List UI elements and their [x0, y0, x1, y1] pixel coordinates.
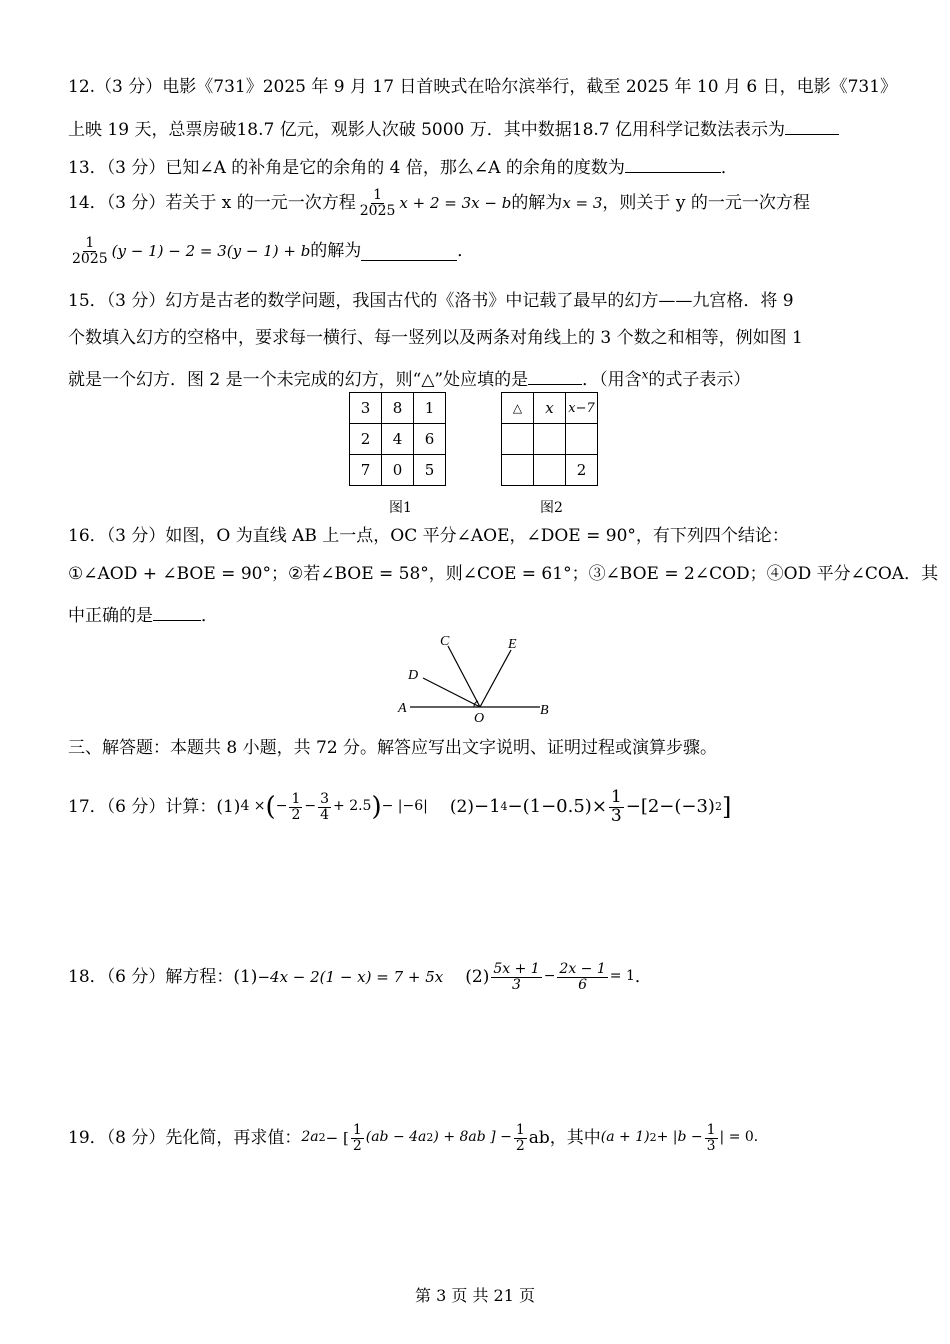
q15-line1: 15．（3 分）幻方是古老的数学问题，我国古代的《洛书》中记载了最早的幻方——九宫格．将 9 — [68, 291, 794, 311]
q12-line2-text: 上映 19 天，总票房破18.7 亿元，观影人次破 5000 万．其中数据18.7 亿用科学记数法表示为 — [68, 120, 786, 140]
fig2-cell: 2 — [566, 455, 598, 486]
ray-oe — [480, 650, 511, 707]
q13-end: ． — [720, 158, 738, 178]
q19-b: − [ — [325, 1128, 349, 1147]
q14-answer-blank — [361, 242, 457, 261]
q19-f2-num: 1 — [515, 1121, 525, 1138]
q17-p1-a: 4 × — [240, 798, 266, 815]
q13-text: 13．（3 分）已知∠A 的补角是它的余角的 4 倍，那么∠A 的余角的度数为 — [68, 158, 625, 178]
label-b: B — [540, 703, 549, 718]
q19-h: | = 0． — [719, 1129, 768, 1146]
q18 — [68, 955, 652, 999]
q15-line2: 个数填入幻方的空格中，要求每一横行、每一竖列以及两条对角线上的 3 个数之和相等，例如图 1 — [68, 328, 803, 348]
minus-sign: − — [304, 798, 317, 815]
q14-middle: 的解为 — [511, 192, 563, 213]
q14-frac2-num: 1 — [85, 235, 95, 251]
q17-f1-den: 2 — [291, 806, 301, 823]
q19-f2 — [514, 1123, 527, 1153]
q17 — [68, 784, 731, 830]
q16-line3 — [68, 602, 218, 626]
q19-f-exp: 2 — [649, 1130, 657, 1144]
q17-p2-frac — [609, 786, 624, 826]
q15-answer-blank — [528, 366, 582, 385]
q19-c: (ab − 4a — [365, 1129, 427, 1146]
q14-eq2: (y − 1) − 2 = 3(y − 1) + b — [111, 241, 311, 260]
fig1-cell: 3 — [350, 393, 382, 424]
q14-line2-suffix: 的解为 — [310, 240, 362, 261]
q17-p2-a-exp: 4 — [500, 799, 508, 813]
q12-line2 — [68, 116, 839, 140]
fig1-cell: 6 — [414, 424, 446, 455]
fig2-cell — [566, 424, 598, 455]
fig1-cell: 0 — [382, 455, 414, 486]
q19-a: 2a — [301, 1129, 319, 1146]
q19-f1-den: 2 — [352, 1137, 362, 1154]
q17-p2-c: −[2−(−3) — [625, 796, 715, 818]
q14-frac1-num: 1 — [373, 187, 383, 203]
section3-heading: 三、解答题：本题共 8 小题，共 72 分。解答应写出文字说明、证明过程或演算步骤。 — [68, 738, 718, 758]
q17-p2-frac-num: 1 — [610, 786, 622, 807]
label-e: E — [508, 637, 517, 652]
q17-f2-den: 4 — [320, 806, 330, 823]
q18-end: ． — [634, 966, 652, 987]
q19-a-exp: 2 — [318, 1130, 326, 1144]
q16-line3-text: 中正确的是 — [68, 606, 153, 626]
fig1-cell: 7 — [350, 455, 382, 486]
q17-f2-num: 3 — [320, 790, 330, 807]
q14-sol: x = 3 — [562, 193, 603, 212]
q17-p2-a: −1 — [473, 796, 501, 818]
q17-p1-rest: + 2.5 — [333, 798, 372, 815]
q18-f2 — [557, 962, 607, 992]
label-c: C — [440, 634, 450, 649]
q13 — [68, 154, 738, 178]
q19-f2-den: 2 — [515, 1137, 525, 1154]
q17-label: 17．（6 分）计算： — [68, 796, 217, 817]
q17-p1-tail: − |−6| — [381, 798, 428, 815]
q19 — [68, 1116, 768, 1160]
magic-square-fig2 — [501, 392, 598, 486]
magic-square-fig1 — [349, 392, 446, 486]
q18-p2-tag: (2) — [465, 966, 490, 987]
q14-frac2-den: 2025 — [72, 250, 108, 267]
q18-f1 — [491, 962, 541, 992]
fig2-cell: △ — [502, 393, 534, 424]
ray-oc — [448, 646, 480, 707]
q14-frac2 — [70, 236, 110, 266]
q16-line1: 16．（3 分）如图，O 为直线 AB 上一点，OC 平分∠AOE，∠DOE = 90°，有下列四个结论： — [68, 526, 789, 546]
q19-d: ) + 8ab ] − — [433, 1129, 512, 1146]
fig2-cell: x — [534, 393, 566, 424]
q18-f2-num: 2x − 1 — [559, 960, 606, 977]
page-footer: 第 3 页 共 21 页 — [415, 1286, 535, 1305]
q15-line3-var: x — [641, 367, 649, 382]
q18-label: 18．（6 分）解方程： — [68, 966, 234, 987]
q19-c-exp: 2 — [426, 1130, 434, 1144]
label-d: D — [408, 668, 419, 683]
fig2-cell — [502, 455, 534, 486]
q14-end: ． — [457, 240, 475, 261]
label-a: A — [398, 701, 407, 716]
q16-answer-blank — [153, 602, 201, 621]
ray-od — [423, 678, 480, 707]
q19-f3-num: 1 — [706, 1121, 716, 1138]
paren-open: ( — [265, 791, 276, 822]
q17-p1-tag: (1) — [216, 796, 241, 817]
q17-p2-tag: (2) — [449, 796, 474, 817]
q18-f1-num: 5x + 1 — [493, 960, 540, 977]
fig2-cell — [502, 424, 534, 455]
q19-f1-num: 1 — [352, 1121, 362, 1138]
q14-line1 — [68, 188, 810, 218]
q19-f3 — [705, 1123, 718, 1153]
fig2-cell — [534, 424, 566, 455]
minus-sign: − — [275, 798, 288, 815]
q18-p1-tag: (1) — [233, 966, 258, 987]
q17-f1-num: 1 — [291, 790, 301, 807]
q16-end: ． — [201, 606, 218, 626]
fig1-cell: 8 — [382, 393, 414, 424]
q17-f1 — [289, 792, 302, 822]
q18-f2-den: 6 — [578, 976, 588, 993]
q14-eq1: x + 2 = 3x − b — [399, 193, 512, 212]
q12-answer-blank — [785, 116, 839, 135]
q19-e: ab，其中 — [528, 1127, 601, 1148]
fig1-caption: 图1 — [389, 500, 412, 516]
q19-f1 — [351, 1123, 364, 1153]
q19-label: 19．（8 分）先化简，再求值： — [68, 1127, 302, 1148]
label-o: O — [474, 711, 485, 726]
q16-line2: ①∠AOD + ∠BOE = 90°；②若∠BOE = 58°，则∠COE = 61°；③∠BOE = 2∠COD；④OD 平分∠COA．其 — [68, 564, 939, 584]
q17-p2-c-exp: 2 — [714, 799, 722, 813]
q14-frac1 — [358, 188, 398, 218]
q18-p1: −4x − 2(1 − x) = 7 + 5x — [257, 967, 444, 986]
q19-f3-den: 3 — [706, 1137, 716, 1154]
q14-frac1-den: 2025 — [359, 202, 396, 219]
fig2-caption: 图2 — [540, 500, 563, 516]
fig2-cell — [534, 455, 566, 486]
fig1-cell: 5 — [414, 455, 446, 486]
q14-suffix: ，则关于 y 的一元一次方程 — [602, 192, 810, 213]
q13-answer-blank — [625, 154, 721, 173]
q17-p2-c-end: ] — [721, 792, 732, 821]
q14-prefix: 14．（3 分）若关于 x 的一元一次方程 — [68, 192, 356, 213]
fig1-cell: 2 — [350, 424, 382, 455]
minus-sign: − — [543, 968, 556, 985]
q17-p2-frac-den: 3 — [610, 805, 622, 826]
paren-close: ) — [371, 791, 382, 822]
angle-diagram — [390, 628, 560, 726]
q15-line3 — [68, 366, 750, 390]
fig1-cell: 4 — [382, 424, 414, 455]
q15-line3c: 的式子表示） — [648, 370, 751, 390]
q17-f2 — [318, 792, 331, 822]
q14-line2 — [68, 236, 474, 266]
q15-line3b: ．（用含 — [582, 370, 642, 390]
fig1-cell: 1 — [414, 393, 446, 424]
q19-g: + |b − — [656, 1129, 703, 1146]
q18-f1-den: 3 — [512, 976, 521, 993]
fig2-cell: x−7 — [566, 393, 598, 424]
q15-line3a: 就是一个幻方．图 2 是一个未完成的幻方，则“△”处应填的是 — [68, 370, 529, 390]
q12-line1: 12.（3 分）电影《731》2025 年 9 月 17 日首映式在哈尔滨举行，截至 2025 年 10 月 6 日，电影《731》 — [68, 77, 898, 97]
q17-p2-b: −(1−0.5)× — [507, 796, 607, 818]
q19-f: (a + 1) — [600, 1129, 650, 1146]
q18-p2-tail: = 1 — [609, 968, 635, 985]
